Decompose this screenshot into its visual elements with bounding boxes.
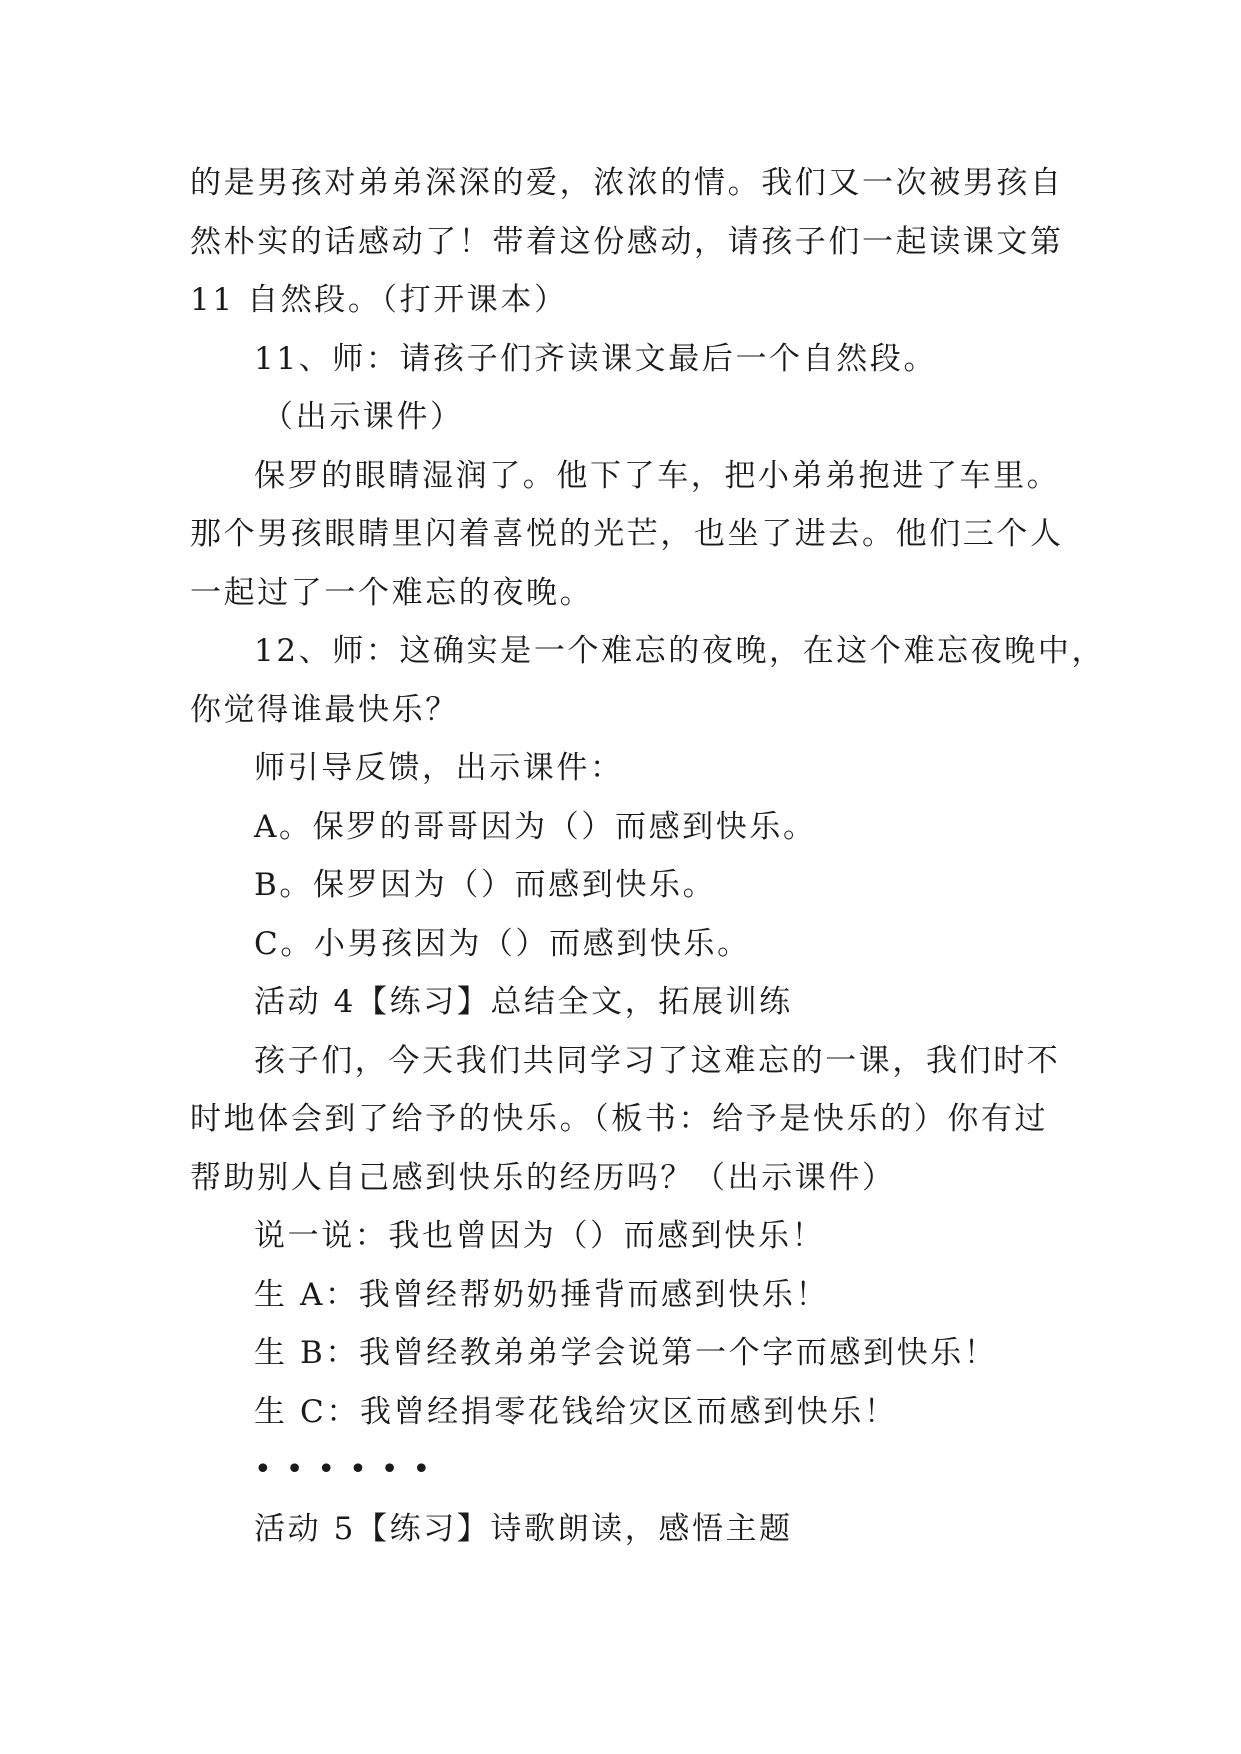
text-line: 你觉得谁最快乐？ xyxy=(190,691,459,728)
text-line: 的是男孩对弟弟深深的爱，浓浓的情。我们又一次被男孩自 xyxy=(190,165,1064,201)
text-line: 活动 5【练习】诗歌朗读，感悟主题 xyxy=(254,1510,793,1547)
text-line: 生 C：我曾经捐零花钱给灾区而感到快乐！ xyxy=(254,1393,898,1430)
ellipsis-dots: •••••• xyxy=(254,1452,445,1487)
text-line: 时地体会到了给予的快乐。（板书：给予是快乐的）你有过 xyxy=(190,1101,1049,1137)
text-line: 11、师：请孩子们齐读课文最后一个自然段。 xyxy=(254,340,938,377)
text-line: 12、师：这确实是一个难忘的夜晚，在这个难忘夜晚中， xyxy=(254,633,1106,669)
text-line: 说一说：我也曾因为（）而感到快乐！ xyxy=(254,1218,826,1254)
text-line: B。保罗因为（）而感到快乐。 xyxy=(254,867,717,903)
text-line: 生 A：我曾经帮奶奶捶背而感到快乐！ xyxy=(254,1276,830,1313)
text-line: 帮助别人自己感到快乐的经历吗？（出示课件） xyxy=(190,1159,896,1196)
text-line: 生 B：我曾经教弟弟学会说第一个字而感到快乐！ xyxy=(254,1335,998,1371)
text-line: A。保罗的哥哥因为（）而感到快乐。 xyxy=(254,808,817,845)
text-line: 那个男孩眼睛里闪着喜悦的光芒，也坐了进去。他们三个人 xyxy=(190,516,1064,552)
text-line: 保罗的眼睛湿润了。他下了车，把小弟弟抱进了车里。 xyxy=(254,457,1061,494)
text-line: 然朴实的话感动了！带着这份感动，请孩子们一起读课文第 xyxy=(190,223,1064,260)
text-line: 一起过了一个难忘的夜晚。 xyxy=(190,574,594,611)
text-line: 活动 4【练习】总结全文，拓展训练 xyxy=(254,984,793,1020)
text-line: 师引导反馈，出示课件： xyxy=(254,750,624,786)
text-line: 孩子们，今天我们共同学习了这难忘的一课，我们时不 xyxy=(254,1042,1061,1079)
text-line: 11 自然段。（打开课本） xyxy=(190,282,568,318)
text-line: C。小男孩因为（）而感到快乐。 xyxy=(254,925,751,962)
text-line: （出示课件） xyxy=(262,399,464,435)
